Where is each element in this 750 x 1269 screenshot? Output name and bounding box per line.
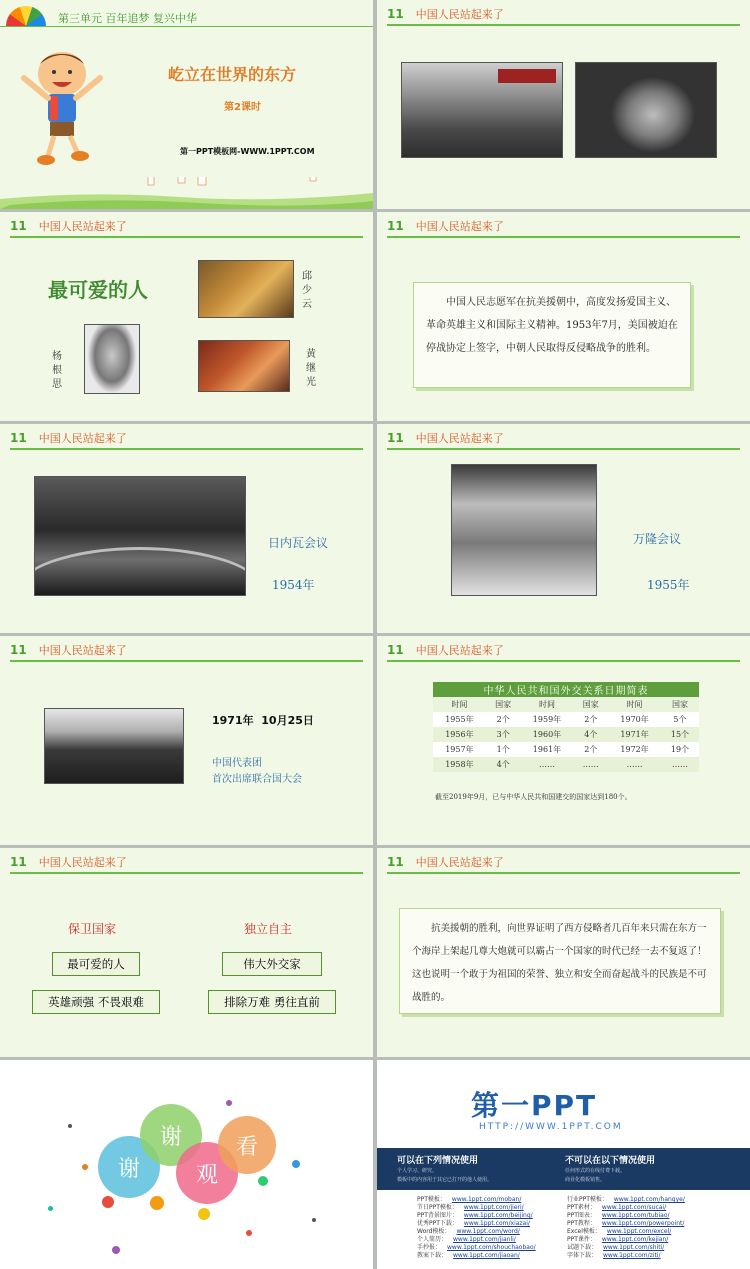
geneva-conference-photo bbox=[34, 476, 246, 596]
cannot-use-title: 不可以在以下情况使用 bbox=[565, 1156, 656, 1166]
decor-dot bbox=[246, 1230, 252, 1236]
link-row[interactable]: Word模板： www.1ppt.com/word/ bbox=[417, 1228, 520, 1235]
slide-header: 11 中国人民站起来了 bbox=[10, 431, 127, 445]
un-date: 1971年 10月25日 bbox=[212, 714, 314, 727]
geneva-label: 日内瓦会议 bbox=[268, 536, 329, 550]
link-row[interactable]: 教案下载： www.1ppt.com/jiaoan/ bbox=[417, 1252, 520, 1259]
cartoon-boy bbox=[18, 48, 106, 168]
slide-title-text: 屹立在世界的东方 bbox=[168, 65, 297, 84]
top-banner: 第三单元 百年追梦 复兴中华 bbox=[58, 12, 197, 25]
header-line bbox=[387, 872, 740, 874]
header-line bbox=[10, 448, 363, 450]
volunteer-army-photo bbox=[401, 62, 563, 158]
table-caption: 中华人民共和国外交关系日期简表 bbox=[433, 682, 699, 697]
site-text: 第一PPT模板网-WWW.1PPT.COM bbox=[180, 147, 315, 156]
decor-dot bbox=[226, 1100, 232, 1106]
grass-decoration bbox=[0, 177, 373, 209]
link-row[interactable]: 节日PPT模板： www.1ppt.com/jieri/ bbox=[417, 1204, 524, 1211]
huang-jiguang-painting bbox=[198, 340, 290, 392]
can-use-item: 模板中的内容用于其它已打开的他人使用。 bbox=[397, 1177, 493, 1183]
header-line bbox=[387, 448, 740, 450]
cannot-use-item: 商业化模板销售。 bbox=[565, 1177, 606, 1183]
huang-jiguang-name: 黄继光 bbox=[306, 349, 316, 388]
table-row: 1958年 4个 …… …… …… …… bbox=[433, 757, 699, 772]
slide-un-seat[interactable] bbox=[0, 636, 373, 845]
ppt-logo: 第一PPT bbox=[471, 1089, 598, 1122]
conclusion-note: 抗美援朝的胜利，向世界证明了西方侵略者几百年来只需在东方一个海岸上架起几尊大炮就可以霸占一个国家的时代已经一去不复返了！这也说明一个敢于为祖国的荣誉、独立和安全而奋起战斗的民族是不可战胜的。 bbox=[399, 908, 721, 1014]
slide-header: 11 中国人民站起来了 bbox=[387, 7, 504, 21]
delegation-photo bbox=[44, 708, 184, 784]
slide-bandung[interactable] bbox=[377, 424, 750, 633]
yang-gensi-portrait bbox=[84, 324, 140, 394]
lesson-subtitle: 第2课时 bbox=[224, 102, 261, 113]
lovable-heading: 最可爱的人 bbox=[48, 278, 148, 302]
header-line bbox=[387, 660, 740, 662]
slide-lovable-people[interactable] bbox=[0, 212, 373, 421]
rainbow-logo bbox=[6, 6, 46, 26]
slide-header: 11 中国人民站起来了 bbox=[10, 855, 127, 869]
cannot-use-item: 任何形式的在线付费下载。 bbox=[565, 1168, 626, 1174]
link-row[interactable]: 手抄报： www.1ppt.com/shouchaobao/ bbox=[417, 1244, 536, 1251]
decor-dot bbox=[68, 1124, 72, 1128]
decor-dot bbox=[82, 1164, 88, 1170]
slide-header: 11 中国人民站起来了 bbox=[387, 855, 504, 869]
link-row[interactable]: PPT素材： www.1ppt.com/sucai/ bbox=[567, 1204, 667, 1211]
bandung-label: 万隆会议 bbox=[633, 532, 682, 546]
geneva-year: 1954年 bbox=[272, 578, 315, 592]
link-row[interactable]: 优秀PPT下载： www.1ppt.com/xiazai/ bbox=[417, 1220, 530, 1227]
slide-thanks[interactable] bbox=[0, 1060, 373, 1269]
defend-country-title: 保卫国家 bbox=[68, 922, 117, 936]
link-row[interactable]: PPT课件： www.1ppt.com/kejian/ bbox=[567, 1236, 669, 1243]
table-row: 1956年 3个 1960年 4个 1971年 15个 bbox=[433, 727, 699, 742]
link-row[interactable]: 行业PPT模板： www.1ppt.com/hangye/ bbox=[567, 1196, 685, 1203]
link-row[interactable]: PPT教程： www.1ppt.com/powerpoint/ bbox=[567, 1220, 685, 1227]
table-header-row: 时间 国家 时间 国家 时间 国家 bbox=[433, 697, 699, 712]
decor-dot bbox=[198, 1208, 210, 1220]
slide-header: 11 中国人民站起来了 bbox=[10, 219, 127, 233]
slide-conclusion[interactable] bbox=[377, 848, 750, 1057]
decor-dot bbox=[112, 1246, 120, 1254]
qiu-shaoyun-name: 邱少云 bbox=[302, 271, 312, 310]
link-row[interactable]: 试题下载： www.1ppt.com/shiti/ bbox=[567, 1244, 665, 1251]
box-lovable-people: 最可爱的人 bbox=[52, 952, 140, 976]
slide-credits[interactable] bbox=[377, 1060, 750, 1269]
header-line bbox=[10, 236, 363, 238]
table-row: 1955年 2个 1959年 2个 1970年 5个 bbox=[433, 712, 699, 727]
bandung-conference-photo bbox=[451, 464, 597, 596]
links-right bbox=[567, 1196, 737, 1260]
can-use-title: 可以在下列情况使用 bbox=[397, 1156, 479, 1166]
box-great-diplomat: 伟大外交家 bbox=[222, 952, 322, 976]
header-line bbox=[387, 236, 740, 238]
slide-header: 11 中国人民站起来了 bbox=[387, 431, 504, 445]
slide-header: 11 中国人民站起来了 bbox=[10, 643, 127, 657]
link-row[interactable]: 个人简历： www.1ppt.com/jianli/ bbox=[417, 1236, 516, 1243]
decor-dot bbox=[48, 1206, 53, 1211]
header-line bbox=[0, 26, 373, 27]
header-line bbox=[10, 872, 363, 874]
delegation-line1: 中国代表团 bbox=[212, 758, 262, 769]
header-line bbox=[10, 660, 363, 662]
decor-dot bbox=[292, 1160, 300, 1168]
independence-title: 独立自主 bbox=[244, 922, 293, 936]
usage-banner bbox=[377, 1148, 750, 1190]
bandung-year: 1955年 bbox=[647, 578, 690, 592]
header-line bbox=[387, 24, 740, 26]
decor-dot bbox=[258, 1176, 268, 1186]
slide-summary-boxes[interactable] bbox=[0, 848, 373, 1057]
qiu-shaoyun-painting bbox=[198, 260, 294, 318]
thanks-circle-3: 观 bbox=[176, 1142, 238, 1204]
diplomatic-relations-table bbox=[433, 682, 699, 772]
film-heroine-photo bbox=[575, 62, 717, 158]
armistice-note: 中国人民志愿军在抗美援朝中，高度发扬爱国主义、革命英雄主义和国际主义精神。1953年7月，美国被迫在停战协定上签字，中朝人民取得反侵略战争的胜利。 bbox=[413, 282, 691, 388]
ppt-url[interactable]: HTTP://WWW.1PPT.COM bbox=[479, 1122, 623, 1132]
slide-geneva[interactable] bbox=[0, 424, 373, 633]
box-heroic: 英雄顽强 不畏艰难 bbox=[32, 990, 160, 1014]
link-row[interactable]: PPT图表： www.1ppt.com/tubiao/ bbox=[567, 1212, 670, 1219]
thanks-circle-4: 看 bbox=[218, 1116, 276, 1174]
can-use-item: 个人学习、研究。 bbox=[397, 1168, 438, 1174]
slide-header: 11 中国人民站起来了 bbox=[387, 219, 504, 233]
slide-photos[interactable] bbox=[377, 0, 750, 209]
table-row: 1957年 1个 1961年 2个 1972年 19个 bbox=[433, 742, 699, 757]
slide-header: 11 中国人民站起来了 bbox=[387, 643, 504, 657]
slide-armistice[interactable] bbox=[377, 212, 750, 421]
yang-gensi-name: 杨根思 bbox=[52, 351, 62, 390]
link-row[interactable]: PPT模板： www.1ppt.com/moban/ bbox=[417, 1196, 522, 1203]
link-row[interactable]: 字体下载： www.1ppt.com/ziti/ bbox=[567, 1252, 661, 1259]
thanks-circle-2: 谢 bbox=[140, 1104, 202, 1166]
delegation-line2: 首次出席联合国大会 bbox=[212, 774, 302, 785]
decor-dot bbox=[102, 1196, 114, 1208]
table-note: 截至2019年9月，已与中华人民共和国建交的国家达到180个。 bbox=[435, 793, 632, 801]
link-row[interactable]: Excel模板： www.1ppt.com/excel/ bbox=[567, 1228, 672, 1235]
thanks-circle-1: 谢 bbox=[98, 1136, 160, 1198]
slide-title[interactable] bbox=[0, 0, 373, 209]
decor-dot bbox=[312, 1218, 316, 1222]
link-row[interactable]: PPT背景图片： www.1ppt.com/beijing/ bbox=[417, 1212, 533, 1219]
box-overcome: 排除万难 勇往直前 bbox=[208, 990, 336, 1014]
links-left bbox=[417, 1196, 567, 1260]
decor-dot bbox=[150, 1196, 164, 1210]
slide-diplomatic-table[interactable] bbox=[377, 636, 750, 845]
